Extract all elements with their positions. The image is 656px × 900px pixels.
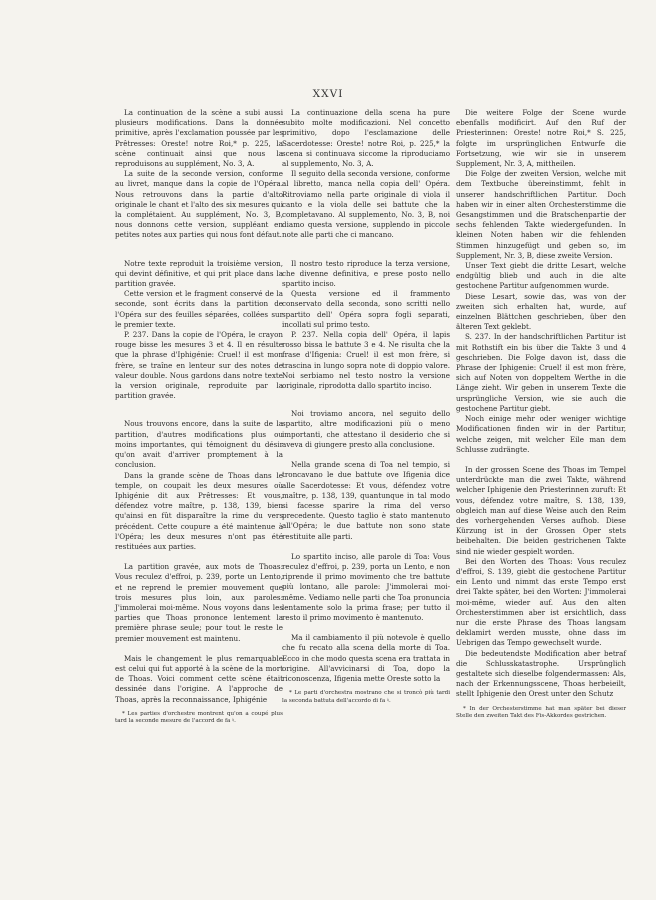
- footnote: * Les parties d'orchestre montrent qu'on a coupé plus tard la seconde mesure de l'accord de fa ♮.: [115, 710, 283, 725]
- footnote: * Le parti d'orchestra mostrano che si troncò più tardi la seconda battuta dell'accordo di fa ♮.: [282, 690, 450, 704]
- italian-column: [282, 108, 450, 705]
- page-number: XXVI: [312, 88, 344, 100]
- paragraph: Il nostro testo riproduce la terza versione, che divenne definitiva, e prese posto nello spartito inciso.: [282, 258, 450, 289]
- paragraph: Questa versione ed il frammento conservato della seconda, sono scritti nello spartito dell' Opéra sopra fogli separati, incollati sul primo testo.: [282, 289, 450, 329]
- paragraph: Noch einige mehr oder weniger wichtige Modificationen finden wir in der Partitur, welche zeigen, mit welcher Eile man dem Schlusse zudrängte.: [456, 414, 626, 454]
- paragraph: Ma il cambiamento il più notevole è quello che fu recato alla scena della morte di Toa. Ecco in che modo questa scena era trattata in origine. All'avvicinarsi di Toa, dopo la riconoscenza, Ifigenia mette Oreste sotto la: [282, 633, 450, 683]
- paragraph: S. 237. In der handschriftlichen Partitur ist mit Rothstift ein bis über die Takte 3 und 4 geschrieben. Die Folge davon ist, dass die Phrase der Iphigenie: Cruel! il est mon frère, sich auf Noten von doppeltem Werthe in die Länge zieht. Wir geben in unserem Texte die ursprüngliche Version, wie sie auch die gestochene Partitur giebt.: [456, 332, 626, 413]
- paragraph: Die weitere Folge der Scene wurde ebenfalls modificirt. Auf den Ruf der Priesterinnen: Oreste! notre Roi,* S. 225, folgte im ursprünglichen Entwurfe die Fortsetzung, wie wir sie in unserem Supplement, Nr. 3, A, mittheilen.: [456, 108, 626, 169]
- paragraph: Noi troviamo ancora, nel seguito dello spartito, altre modificazioni più o meno importanti, che attestano il desiderio che si aveva di giungere presto alla conclusione.: [282, 409, 450, 449]
- paragraph: Bei den Worten des Thoas: Vous reculez d'effroi, S. 139, giebt die gestochene Partitur ein Lento und nimmt das erste Tempo erst drei Takte später, bei den Worten: J'immolerai moi-même, wieder auf. Aus den alten Orchesterstimmen aber ist ersichtlich, dass nur die erste Phrase des Thoas langsam deklamirt werden musste, ohne dass im Uebrigen das Tempo gewechselt wurde.: [456, 556, 626, 648]
- french-column: [115, 108, 283, 726]
- paragraph: Die Folge der zweiten Version, welche mit dem Textbuche übereinstimmt, fehlt in unserer handschriftlichen Partitur. Doch haben wir in einer alten Orchesterstimme die Gesangstimmen und die Bratschenpartie der sechs fehlenden Takte wiedergefunden. In kleinen Noten haben wir die fehlenden Stimmen hinzugefügt und geben so, im Supplement, Nr. 3, B, diese zweite Version.: [456, 169, 626, 260]
- paragraph: In der grossen Scene des Thoas im Tempel unterdrückte man die zwei Takte, während welcher Iphigenie den Priesterinnen zuruft: Et vous, défendez votre maître, S. 138, 139, obgleich man auf diese Weise auch den Reim des vorhergehenden Verses aufhob. Diese Kürzung ist in der Grossen Oper stets beibehalten. Die beiden gestrichenen Takte sind nie wieder gespielt worden.: [456, 464, 626, 556]
- paragraph: Il seguito della seconda versione, conforme al libretto, manca nella copia dell' Opéra. Ritroviamo nella parte originale di viola il canto e la viola delle sei battute che la completavano. Al supplemento, No. 3, B, noi diamo questa versione, supplendo in piccole note alle parti che ci mancano.: [282, 169, 450, 240]
- paragraph: Nous trouvons encore, dans la suite de la partition, d'autres modifications plus ou moins importantes, qui témoignent du désir qu'on avait d'arriver promptement à la conclusion.: [115, 419, 283, 470]
- paragraph: La continuation de la scène a subi aussi plusieurs modifications. Dans la donnée primitive, après l'exclamation poussée par les Prêtresses: Oreste! notre Roi,* p. 225, la scène continuait ainsi que nous la reproduisons au supplément, No. 3, A.: [115, 108, 283, 169]
- paragraph: Notre texte reproduit la troisième version, qui devint définitive, et qui prit place dans la partition gravée.: [115, 258, 283, 289]
- footnote: * In der Orchesterstimme hat man später bei dieser Stelle den zweiten Takt des Fis-Akkordes gestrichen.: [456, 705, 626, 719]
- paragraph: Diese Lesart, sowie das, was von der zweiten sich erhalten hat, wurde, auf einzelnen Blättchen geschrieben, über den älteren Text geklebt.: [456, 291, 626, 332]
- paragraph: Dans la grande scène de Thoas dans le temple, on coupait les deux mesures où Iphigénie dit aux Prêtresses: Et vous, défendez votre maître, p. 138, 139, bien qu'ainsi en fût disparaître la rime du vers précédent. Cette coupure a été maintenue à l'Opéra; les deux mesures n'ont pas été restituées aux parties.: [115, 470, 283, 551]
- paragraph: P. 237. Dans la copie de l'Opéra, le crayon rouge bisse les mesures 3 et 4. Il en résulte que la phrase d'Iphigénie: Cruel! il est mon frère, se traîne en lenteur sur des notes de valeur double. Nous gardons dans notre texte la version originale, reproduite par la partition gravée.: [115, 330, 283, 401]
- paragraph: Nella grande scena di Toa nel tempio, si troncavano le due battute ove Ifigenia dice alle Sacerdotesse: Et vous, défendez votre maître, p. 138, 139, quantunque in tal modo si facesse sparire la rima del verso precedente. Questo taglio è stato mantenuto all'Opéra; le due battute non sono state restituite alle parti.: [282, 460, 450, 541]
- paragraph: La suite de la seconde version, conforme au livret, manque dans la copie de l'Opéra. Nous retrouvons dans la partie d'alto originale le chant et l'alto des six mesures qui la complétaient. Au supplément, No. 3, B, nous donnons cette version, suppléant en petites notes aux parties qui nous font défaut.: [115, 169, 283, 240]
- paragraph: Cette version et le fragment conservé de la seconde, sont écrits dans la partition de l'Opéra sur des feuilles séparées, collées sur le premier texte.: [115, 289, 283, 329]
- german-column: [456, 108, 626, 720]
- paragraph: La partition gravée, aux mots de Thoas: Vous reculez d'effroi, p. 239, porte un Lento, et ne reprend le premier mouvement que trois mesures plus loin, aux paroles: J'immolerai moi-même. Nous voyons dans les parties que Thoas prononce lentement la première phrase seule; pour tout le reste le premier mouvement est maintenu.: [115, 562, 283, 643]
- paragraph: La continuazione della scena ha pure subito molte modificazioni. Nel concetto primitivo, dopo l'esclamazione delle Sacerdotesse: Oreste! notre Roi, p. 225,* la scena si continuava siccome la riproduciamo al supplemento, No. 3, A.: [282, 108, 450, 169]
- paragraph: Die bedeutendste Modification aber betraf die Schlusskatastrophe. Ursprünglich gestaltete sich dieselbe folgendermassen: Als, nach der Erkennungsscene, Thoas herbeieilt, stellt Iphigenie den Orest unter den Schutz: [456, 648, 626, 699]
- paragraph: Unser Text giebt die dritte Lesart, welche endgültig blieb und auch in die alte gestochene Partitur aufgenommen wurde.: [456, 261, 626, 291]
- paragraph: Mais le changement le plus remarquable est celui qui fut apporté à la scène de la mort de Thoas. Voici comment cette scène était dessinée dans l'origine. A l'approche de Thoas, après la reconnaissance, Iphigénie: [115, 653, 283, 704]
- paragraph: P. 237. Nella copia dell' Opéra, il lapis rosso bissa le battute 3 e 4. Ne risulta che la frase d'Ifigenia: Cruel! il est mon frère, si trascina in lungo sopra note di doppio valore. Noi serbiamo nel testo nostro la versione originale, riprodotta dallo spartito inciso.: [282, 330, 450, 391]
- paragraph: Lo spartito inciso, alle parole di Toa: Vous reculez d'effroi, p. 239, porta un Lento, e non riprende il primo movimento che tre battute più lontano, alle parole: J'immolerai moi-même. Vediamo nelle parti che Toa pronuncia lentamente solo la prima frase; per tutto il resto il primo movimento è mantenuto.: [282, 551, 450, 622]
